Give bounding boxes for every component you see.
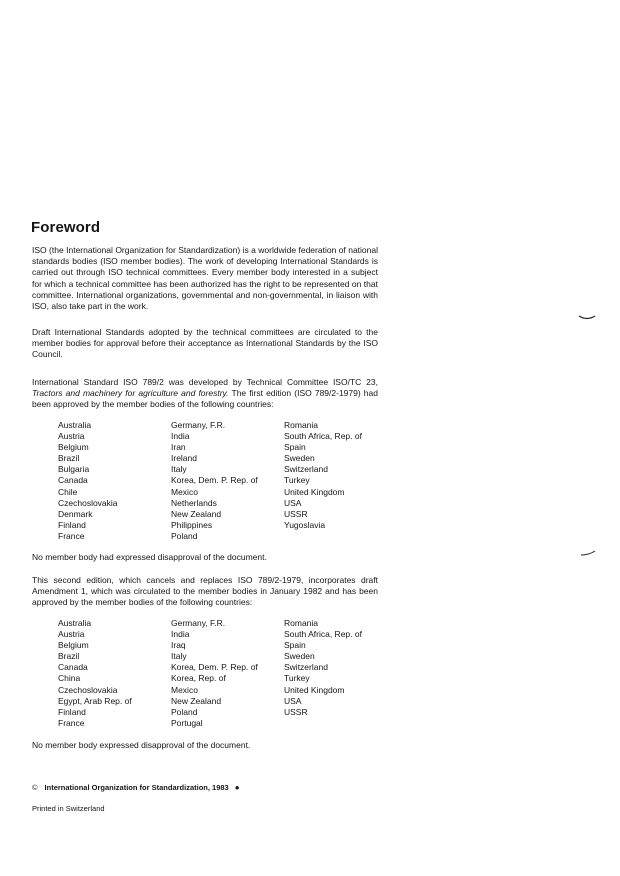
country-name: Portugal [171,717,203,728]
copyright-icon: © [32,783,38,792]
country-name: Korea, Dem. P. Rep. of [171,475,258,486]
country-name: France [58,530,85,541]
country-name: Egypt, Arab Rep. of [58,695,132,706]
country-name: Belgium [58,442,89,453]
country-name: India [171,629,190,640]
country-name: Brazil [58,453,80,464]
country-name: Korea, Dem. P. Rep. of [171,662,258,673]
country-name: Mexico [171,486,198,497]
country-name: Sweden [284,651,315,662]
page-title: Foreword [31,219,101,236]
country-name: Chile [58,486,78,497]
bullet-icon: ● [234,783,240,792]
country-name: China [58,673,81,684]
country-name: France [58,717,85,728]
country-name: Australia [58,618,92,628]
country-name: New Zealand [171,508,222,519]
country-name: Canada [58,475,88,486]
country-column-2 [171,618,281,729]
country-name: Netherlands [171,497,217,508]
country-column-3 [284,420,394,531]
country-name: Canada [58,662,88,673]
scan-mark-icon [580,550,596,558]
paragraph-second-edition: This second edition, which cancels and replaces ISO 789/2-1979, incorporates draft Amendment 1, which was circulated to the member bodies in January 1982 and has been approved by the member bodies of the following countries: [32,575,378,608]
country-name: USSR [284,508,308,519]
country-name: Czechoslovakia [58,684,118,695]
country-column-1 [58,420,168,542]
country-name: USSR [284,706,308,717]
country-name: Sweden [284,453,315,464]
paragraph-no-disapproval-first: No member body had expressed disapproval of the document. [32,552,267,562]
country-name: Finland [58,519,86,530]
country-name: Italy [171,464,187,475]
first-edition-text-1: International Standard ISO 789/2 was developed by Technical Committee ISO/TC 23, [32,377,378,387]
scan-mark-icon [578,313,596,323]
country-name: Belgium [58,640,89,651]
country-name: India [171,431,190,442]
country-name: Switzerland [284,662,328,673]
country-name: Romania [284,420,319,430]
country-name: New Zealand [171,695,222,706]
country-name: Korea, Rep. of [171,673,226,684]
country-name: Denmark [58,508,93,519]
country-column-3 [284,618,394,718]
country-name: Austria [58,629,85,640]
paragraph-first-edition [32,377,378,411]
country-name: USA [284,695,302,706]
paragraph-no-disapproval-second: No member body expressed disapproval of the document. [32,740,251,750]
country-name: Germany, F.R. [171,618,226,628]
country-name: Brazil [58,651,80,662]
country-name: Ireland [171,453,197,464]
copyright-text: International Organization for Standardization, 1983 [44,783,229,792]
country-name: Poland [171,706,198,717]
paragraph-draft-standards: Draft International Standards adopted by the technical committees are circulated to the member bodies for approval before their acceptance as International Standards by the ISO Council. [32,327,378,360]
paragraph-iso-description: ISO (the International Organization for Standardization) is a worldwide federation of national standards bodies (ISO member bodies). The work of developing International Standards is carried out through ISO technical committees. Every member body interested in a subject for which a technical committee has been authorized has the right to be represented on that committee. International organizations, governmental and non-governmental, in liaison with ISO, also take part in the work. [32,245,378,312]
country-name: Spain [284,640,306,651]
country-name: Bulgaria [58,464,90,475]
committee-title: Tractors and machinery for agriculture and forestry. [32,388,229,399]
country-name: Turkey [284,475,310,486]
country-name: Italy [171,651,187,662]
country-name: Iraq [171,640,186,651]
country-name: South Africa, Rep. of [284,431,362,442]
country-name: Finland [58,706,86,717]
country-name: Switzerland [284,464,328,475]
country-name: United Kingdom [284,486,345,497]
country-name: Australia [58,420,92,430]
country-name: USA [284,497,302,508]
country-name: Turkey [284,673,310,684]
country-name: United Kingdom [284,684,345,695]
country-column-2 [171,420,281,542]
country-name: Austria [58,431,85,442]
country-name: Poland [171,530,198,541]
country-name: Germany, F.R. [171,420,226,430]
country-name: Iran [171,442,186,453]
country-name: Mexico [171,684,198,695]
country-name: Philippines [171,519,213,530]
country-name: Spain [284,442,306,453]
printed-in: Printed in Switzerland [32,804,105,813]
country-name: Romania [284,618,319,628]
country-column-1 [58,618,168,729]
first-edition-text-2: The first edition (ISO 789/2-1979) had been approved by the member bodies of the following countries: [32,388,378,410]
copyright-line [32,783,240,792]
country-name: Czechoslovakia [58,497,118,508]
country-name: Yugoslavia [284,519,326,530]
country-name: South Africa, Rep. of [284,629,362,640]
